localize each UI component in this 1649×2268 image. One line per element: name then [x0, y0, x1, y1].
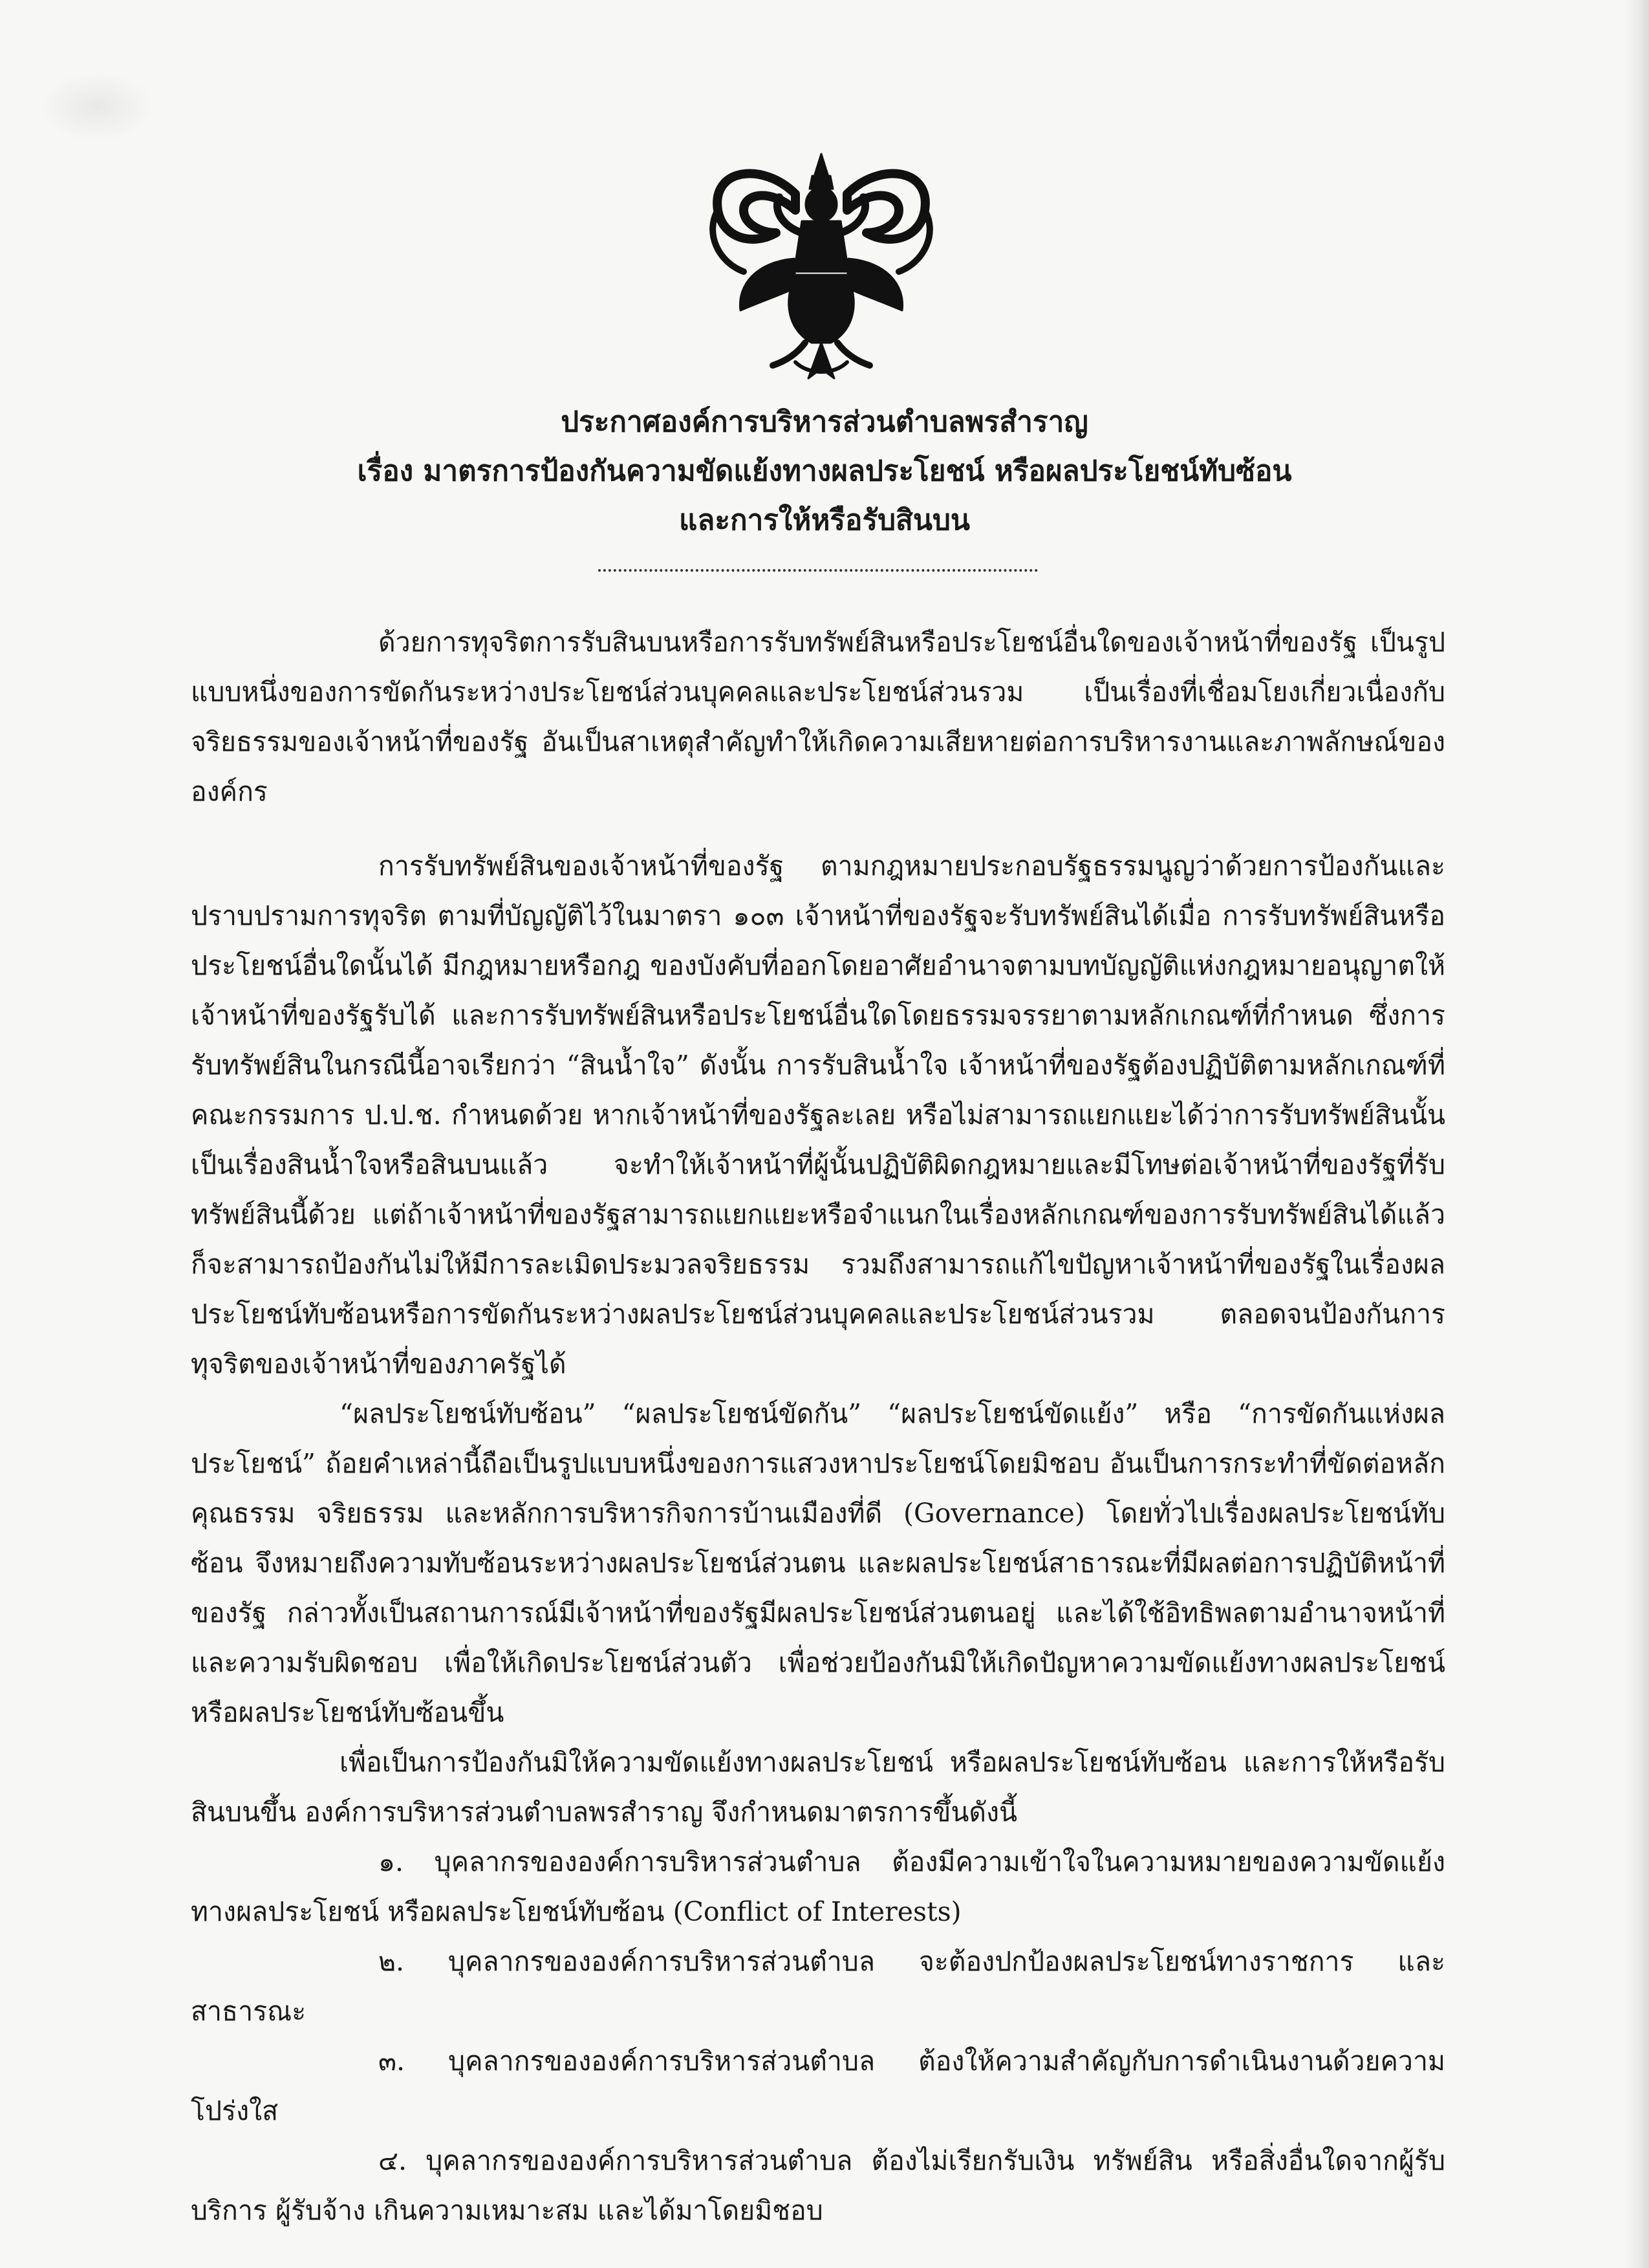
announcement-body: [191, 618, 1445, 2236]
scan-edge-shadow: [1623, 0, 1649, 2268]
garuda-emblem-icon: [698, 149, 944, 388]
measure-item-4: ๔. บุคลากรขององค์การบริหารส่วนตำบล ต้องไม่เรียกรับเงิน ทรัพย์สิน หรือสิ่งอื่นใดจากผู้รับบริการ ผู้รับจ้าง เกินความเหมาะสม และได้มาโดยมิชอบ: [191, 2145, 1445, 2226]
measure-item-2: ๒. บุคลากรขององค์การบริหารส่วนตำบล จะต้องปกป้องผลประโยชน์ทางราชการ และสาธารณะ: [191, 1946, 1445, 2027]
paragraph-2: การรับทรัพย์สินของเจ้าหน้าที่ของรัฐ ตามกฎหมายประกอบรัฐธรรมนูญว่าด้วยการป้องกันและปราบปรามการทุจริต ตามที่บัญญัติไว้ในมาตรา ๑๐๓ เจ้าหน้าที่ของรัฐจะรับทรัพย์สินได้เมื่อ การรับทรัพย์สินหรือประโยชน์อื่นใดนั้นได้ มีกฎหมายหรือกฎ ของบังคับที่ออกโดยอาศัยอำนาจตามบทบัญญัติแห่งกฎหมายอนุญาตให้เจ้าหน้าที่ของรัฐรับได้ และการรับทรัพย์สินหรือประโยชน์อื่นใดโดยธรรมจรรยาตามหลักเกณฑ์ที่กำหนด ซึ่งการรับทรัพย์สินในกรณีนี้อาจเรียกว่า “สินน้ำใจ” ดังนั้น การรับสินน้ำใจ เจ้าหน้าที่ของรัฐต้องปฏิบัติตามหลักเกณฑ์ที่คณะกรรมการ ป.ป.ช. กำหนดด้วย หากเจ้าหน้าที่ของรัฐละเลย หรือไม่สามารถแยกแยะได้ว่าการรับทรัพย์สินนั้นเป็นเรื่องสินน้ำใจหรือสินบนแล้ว จะทำให้เจ้าหน้าที่ผู้นั้นปฏิบัติผิดกฎหมายและมีโทษต่อเจ้าหน้าที่ของรัฐที่รับทรัพย์สินนี้ด้วย แต่ถ้าเจ้าหน้าที่ของรัฐสามารถแยกแยะหรือจำแนกในเรื่องหลักเกณฑ์ของการรับทรัพย์สินได้แล้ว ก็จะสามารถป้องกันไม่ให้มีการละเมิดประมวลจริยธรรม รวมถึงสามารถแก้ไขปัญหาเจ้าหน้าที่ของรัฐในเรื่องผลประโยชน์ทับซ้อนหรือการขัดกันระหว่างผลประโยชน์ส่วนบุคคลและประโยชน์ส่วนรวม ตลอดจนป้องกันการทุจริตของเจ้าหน้าที่ของภาครัฐได้: [191, 850, 1445, 1379]
measure-item-1: ๑. บุคลากรขององค์การบริหารส่วนตำบล ต้องมีความเข้าใจในความหมายของความขัดแย้งทางผลประโยชน์ หรือผลประโยชน์ทับซ้อน (Conflict of Interests): [191, 1846, 1445, 1927]
paragraph-1: ด้วยการทุจริตการรับสินบนหรือการรับทรัพย์สินหรือประโยชน์อื่นใดของเจ้าหน้าที่ของรัฐ เป็นรูปแบบหนึ่งของการขัดกันระหว่างประโยชน์ส่วนบุคคลและประโยชน์ส่วนรวม เป็นเรื่องที่เชื่อมโยงเกี่ยวเนื่องกับจริยธรรมของเจ้าหน้าที่ของรัฐ อันเป็นสาเหตุสำคัญทำให้เกิดความเสียหายต่อการบริหารงานและภาพลักษณ์ขององค์กร: [191, 627, 1445, 807]
paragraph-4: เพื่อเป็นการป้องกันมิให้ความขัดแย้งทางผลประโยชน์ หรือผลประโยชน์ทับซ้อน และการให้หรือรับสินบนขึ้น องค์การบริหารส่วนตำบลพรสำราญ จึงกำหนดมาตรการขึ้นดังนี้: [191, 1747, 1445, 1828]
header-organization: ประกาศองค์การบริหารส่วนตำบลพรสำราญ: [561, 405, 1088, 438]
header-divider: [598, 569, 1038, 572]
header-subject-continued: และการให้หรือรับสินบน: [679, 504, 970, 537]
announcement-header: [0, 398, 1649, 545]
paper-crease: [39, 71, 155, 142]
header-subject: เรื่อง มาตรการป้องกันความขัดแย้งทางผลประโยชน์ หรือผลประโยชน์ทับซ้อน: [357, 455, 1292, 488]
paragraph-3: “ผลประโยชน์ทับซ้อน” “ผลประโยชน์ขัดกัน” “ผลประโยชน์ขัดแย้ง” หรือ “การขัดกันแห่งผลประโยชน์” ถ้อยคำเหล่านี้ถือเป็นรูปแบบหนึ่งของการแสวงหาประโยชน์โดยมิชอบ อันเป็นการกระทำที่ขัดต่อหลักคุณธรรม จริยธรรม และหลักการบริหารกิจการบ้านเมืองที่ดี (Governance) โดยทั่วไปเรื่องผลประโยชน์ทับซ้อน จึงหมายถึงความทับซ้อนระหว่างผลประโยชน์ส่วนตน และผลประโยชน์สาธารณะที่มีผลต่อการปฏิบัติหน้าที่ของรัฐ กล่าวทั้งเป็นสถานการณ์มีเจ้าหน้าที่ของรัฐมีผลประโยชน์ส่วนตนอยู่ และได้ใช้อิทธิพลตามอำนาจหน้าที่และความรับผิดชอบ เพื่อให้เกิดประโยชน์ส่วนตัว เพื่อช่วยป้องกันมิให้เกิดปัญหาความขัดแย้งทางผลประโยชน์หรือผลประโยชน์ทับซ้อนขึ้น: [191, 1398, 1445, 1728]
measure-item-3: ๓. บุคลากรขององค์การบริหารส่วนตำบล ต้องให้ความสำคัญกับการดำเนินงานด้วยความโปร่งใส: [191, 2046, 1445, 2126]
